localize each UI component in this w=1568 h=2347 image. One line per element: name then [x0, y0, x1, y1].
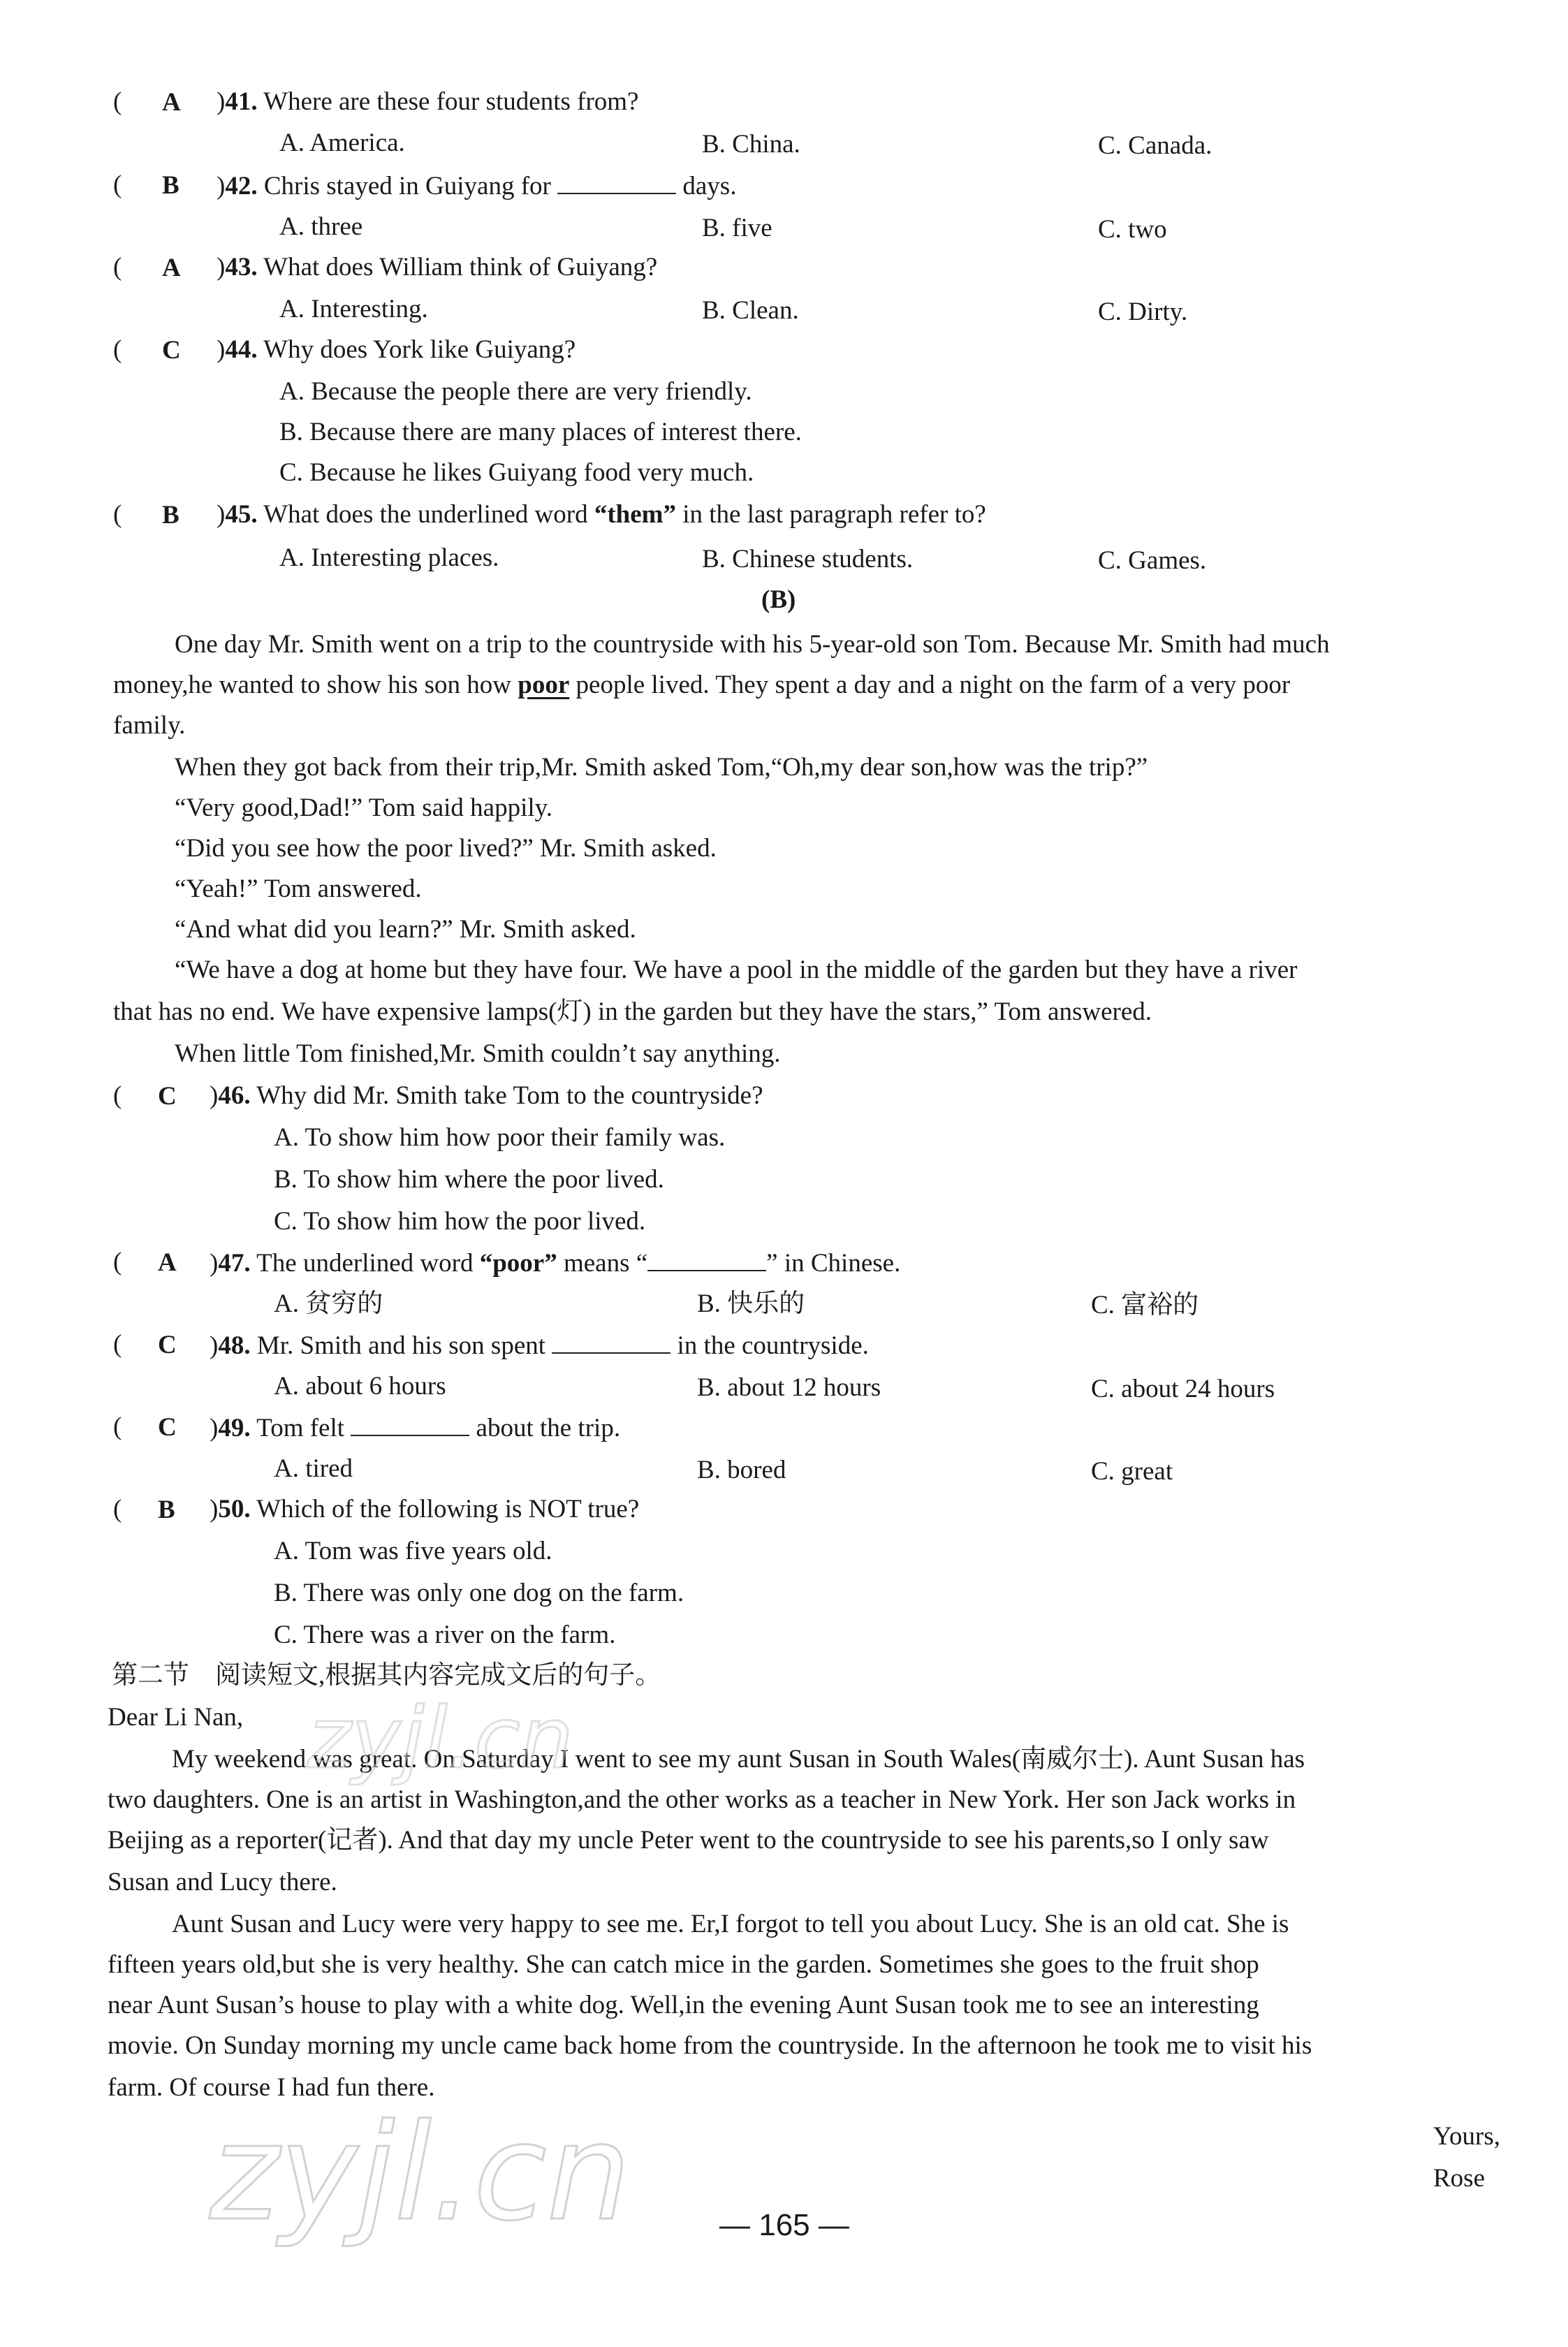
answer-letter: C — [158, 1413, 177, 1442]
paren-open: ( — [113, 253, 122, 282]
answer-letter: B — [158, 1496, 175, 1524]
letter-greeting: Dear Li Nan, — [108, 1703, 244, 1732]
passage-line: family. — [113, 711, 186, 740]
option-a: A. To show him how poor their family was. — [274, 1123, 726, 1152]
passage-line: “We have a dog at home but they have four. We have a pool in the middle of the garden but they have a river — [175, 956, 1298, 984]
question-text: )47. The underlined word “poor” means “ ” in Chinese. — [210, 1249, 901, 1278]
answer-letter: C — [158, 1082, 177, 1111]
answer-letter: C — [162, 336, 181, 365]
option-c: C. Because he likes Guiyang food very much. — [279, 458, 754, 487]
watermark-small: zyjl.cn — [307, 1690, 573, 1787]
option-a: A. about 6 hours — [274, 1372, 446, 1401]
option-a: A. three — [279, 212, 363, 241]
passage-line: that has no end. We have expensive lamps(灯) in the garden but they have the stars,” Tom answered. — [113, 997, 1152, 1026]
option-a: A. Because the people there are very friendly. — [279, 377, 752, 406]
option-b: B. bored — [697, 1456, 786, 1484]
option-b: B. There was only one dog on the farm. — [274, 1579, 684, 1607]
option-c: C. Canada. — [1098, 131, 1212, 160]
option-c: C. Dirty. — [1098, 298, 1188, 326]
option-b: B. Clean. — [702, 296, 799, 325]
option-b: B. Because there are many places of interest there. — [279, 418, 802, 446]
answer-letter: C — [158, 1331, 177, 1359]
answer-letter: A — [158, 1248, 177, 1277]
letter-line: farm. Of course I had fun there. — [108, 2073, 435, 2102]
question-text: )43. What does William think of Guiyang? — [217, 253, 658, 282]
option-b: B. 快乐的 — [697, 1289, 805, 1318]
section-b-title: (B) — [761, 585, 796, 614]
option-c: C. 富裕的 — [1091, 1291, 1199, 1319]
letter-line: two daughters. One is an artist in Washington,and the other works as a teacher in New York. Her son Jack works in — [108, 1785, 1296, 1814]
passage-line: When they got back from their trip,Mr. Smith asked Tom,“Oh,my dear son,how was the trip?” — [175, 753, 1148, 782]
option-b: B. five — [702, 214, 772, 242]
letter-line: Susan and Lucy there. — [108, 1868, 337, 1896]
letter-line: movie. On Sunday morning my uncle came back home from the countryside. In the afternoon he took me to visit his — [108, 2031, 1312, 2060]
option-a: A. tired — [274, 1454, 353, 1483]
paren-open: ( — [113, 1412, 122, 1441]
option-c: C. Games. — [1098, 546, 1207, 575]
answer-blank — [557, 172, 676, 194]
passage-line: When little Tom finished,Mr. Smith couldn’t say anything. — [175, 1039, 781, 1068]
paren-open: ( — [113, 1330, 122, 1359]
option-c: C. great — [1091, 1457, 1173, 1486]
letter-line: My weekend was great. On Saturday I went to see my aunt Susan in South Wales(南威尔士). Aunt Susan has — [172, 1745, 1305, 1774]
passage-line: “Yeah!” Tom answered. — [175, 875, 422, 903]
paren-open: ( — [113, 1495, 122, 1523]
paren-open: ( — [113, 500, 122, 529]
page-number: — 165 — — [719, 2208, 849, 2242]
passage-line: “Very good,Dad!” Tom said happily. — [175, 794, 552, 822]
paren-open: ( — [113, 1081, 122, 1110]
paren-open: ( — [113, 87, 122, 116]
answer-blank — [552, 1331, 671, 1354]
paren-open: ( — [113, 170, 122, 199]
question-text: )44. Why does York like Guiyang? — [217, 335, 576, 364]
question-text: )45. What does the underlined word “them” in the last paragraph refer to? — [217, 500, 986, 529]
paren-open: ( — [113, 1248, 122, 1276]
letter-line: near Aunt Susan’s house to play with a white dog. Well,in the evening Aunt Susan took me to see an interesting — [108, 1991, 1259, 2019]
option-a: A. 贫穷的 — [274, 1289, 383, 1318]
question-text: )46. Why did Mr. Smith take Tom to the countryside? — [210, 1081, 763, 1110]
letter-closing: Yours, — [1433, 2122, 1500, 2151]
option-c: C. two — [1098, 215, 1167, 244]
option-c: C. about 24 hours — [1091, 1375, 1275, 1403]
section2-heading: 第二节 阅读短文,根据其内容完成文后的句子。 — [112, 1661, 661, 1690]
passage-line: money,he wanted to show his son how poor people lived. They spent a day and a night on the farm of a very poor — [113, 671, 1291, 699]
answer-letter: A — [162, 254, 181, 282]
letter-line: Aunt Susan and Lucy were very happy to see me. Er,I forgot to tell you about Lucy. She is an old cat. She is — [172, 1910, 1289, 1938]
passage-line: “And what did you learn?” Mr. Smith asked. — [175, 915, 636, 944]
question-text: )49. Tom felt about the trip. — [210, 1414, 621, 1442]
option-a: A. Interesting places. — [279, 543, 499, 572]
option-a: A. America. — [279, 129, 405, 157]
option-b: B. To show him where the poor lived. — [274, 1165, 664, 1194]
letter-signature: Rose — [1433, 2164, 1485, 2193]
answer-blank — [647, 1249, 766, 1271]
option-c: C. There was a river on the farm. — [274, 1621, 616, 1649]
letter-line: Beijing as a reporter(记者). And that day my uncle Peter went to the countryside to see his parents,so I only saw — [108, 1826, 1269, 1855]
question-text: )41. Where are these four students from? — [217, 87, 639, 116]
option-b: B. Chinese students. — [702, 545, 914, 573]
answer-letter: B — [162, 501, 179, 529]
option-b: B. China. — [702, 130, 800, 159]
underlined-word-poor: poor — [518, 671, 570, 699]
watermark-large: zyjl.cn — [210, 2096, 631, 2250]
question-text: )50. Which of the following is NOT true? — [210, 1495, 640, 1523]
option-a: A. Tom was five years old. — [274, 1537, 552, 1565]
question-text: )48. Mr. Smith and his son spent in the countryside. — [210, 1331, 869, 1360]
letter-line: fifteen years old,but she is very healthy. She can catch mice in the garden. Sometimes she goes to the fruit shop — [108, 1950, 1259, 1979]
option-c: C. To show him how the poor lived. — [274, 1207, 646, 1236]
option-b: B. about 12 hours — [697, 1373, 881, 1402]
passage-line: “Did you see how the poor lived?” Mr. Smith asked. — [175, 834, 717, 863]
answer-blank — [351, 1414, 469, 1436]
answer-letter: B — [162, 171, 179, 200]
question-text: )42. Chris stayed in Guiyang for days. — [217, 172, 737, 200]
option-a: A. Interesting. — [279, 295, 428, 323]
answer-letter: A — [162, 88, 181, 117]
passage-line: One day Mr. Smith went on a trip to the countryside with his 5-year-old son Tom. Because Mr. Smith had much — [175, 630, 1330, 659]
paren-open: ( — [113, 335, 122, 364]
